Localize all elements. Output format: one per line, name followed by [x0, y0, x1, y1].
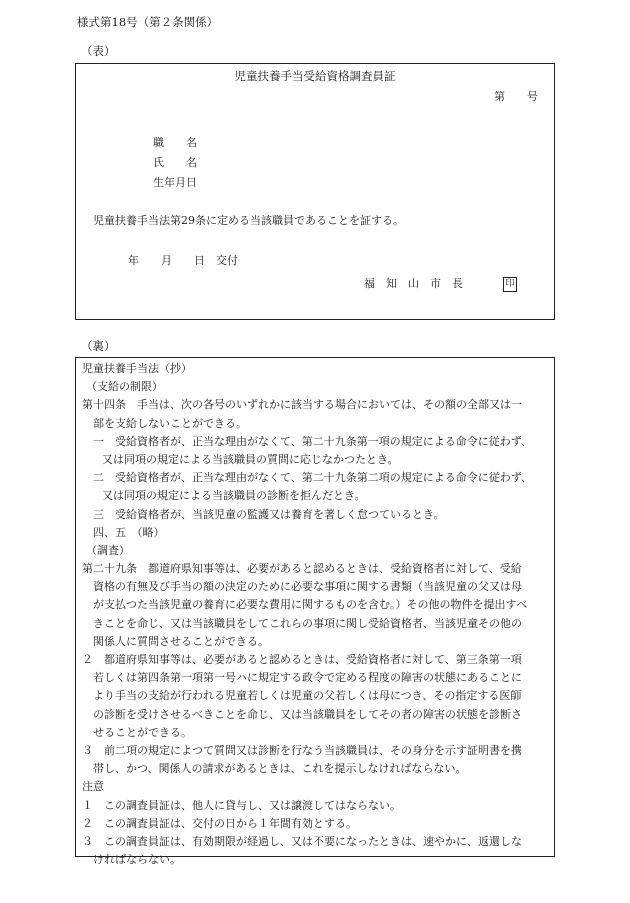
text-line: ２ 都道府県知事等は、必要があると認めるときは、受給資格者に対して、第三条第一項: [82, 653, 522, 666]
certification-statement: 児童扶養手当法第29条に定める当該職員であることを証する。: [93, 214, 404, 227]
field-name: 氏 名: [153, 156, 197, 169]
text-line: 帯し、かつ、関係人の請求があるときは、これを提示しなければならない。: [93, 762, 467, 776]
text-line: 三 受給資格者が、当該児童の監護又は養育を著しく怠つているとき。: [93, 507, 445, 521]
text-line: ２ この調査員証は、交付の日から１年間有効とする。: [82, 816, 357, 830]
form-number: 様式第18号（第２条関係）: [77, 15, 219, 29]
field-birth-date: 生年月日: [153, 176, 197, 189]
front-section-label: （表）: [81, 44, 116, 58]
certificate-front: [75, 63, 555, 320]
issue-date-line: 年 月 日 交付: [128, 254, 238, 267]
certificate-title: 児童扶養手当受給資格調査員証: [234, 69, 396, 83]
certificate-back: [75, 357, 555, 867]
text-line: 若しくは第四条第一項第一号ハに規定する政令で定める程度の障害の状態にあることに: [93, 671, 522, 685]
text-line: ３ この調査員証は、有効期限が経過し、又は不要になったときは、速やかに、返還しな: [82, 834, 522, 848]
certificate-number: 第 号: [494, 90, 538, 103]
text-line: 二 受給資格者が、正当な理由がなくて、第二十九条第二項の規定による命令に従わず、: [93, 471, 532, 485]
text-line: 第二十九条 都道府県知事等は、必要があると認めるときは、受給資格者に対して、受給: [82, 562, 522, 576]
text-line: 第十四条 手当は、次の各号のいずれかに該当する場合においては、その額の全部又は一: [82, 398, 522, 412]
text-line: 関係人に質問させることができる。: [93, 634, 269, 648]
text-line: 部を支給しないことができる。: [93, 416, 247, 430]
seal-mark: 印: [503, 277, 517, 292]
text-line: 又は同項の規定による当該職員の質問に応じなかつたとき。: [102, 452, 399, 466]
text-line: の診断を受けさせるべきことを命じ、又は当該職員をしてその者の障害の状態を診断さ: [93, 707, 522, 721]
text-line: が支払つた当該児童の養育に必要な費用に関するものを含む。）その他の物件を提出すべ: [93, 598, 528, 612]
back-section-label: （裏）: [81, 339, 116, 353]
text-line: 資格の有無及び手当の額の決定のために必要な事項に関する書類（当該児童の父又は母: [93, 580, 522, 594]
text-line: せることができる。: [93, 725, 192, 739]
text-line: 四、五 （略）: [93, 525, 165, 539]
text-line: 一 受給資格者が、正当な理由がなくて、第二十九条第一項の規定による命令に従わず、: [93, 434, 532, 448]
law-excerpt: [82, 360, 550, 869]
text-line: ければならない。: [93, 853, 181, 867]
text-line: １ この調査員証は、他人に貸与し、又は譲渡してはならない。: [82, 798, 401, 812]
text-line: 注意: [82, 780, 104, 794]
text-line: 又は同項の規定による当該職員の診断を拒んだとき。: [102, 489, 366, 503]
issuer-name: 福 知 山 市 長: [364, 277, 463, 290]
text-line: （調査）: [86, 543, 130, 557]
text-line: （支給の制限）: [86, 380, 163, 394]
field-job-title: 職 名: [153, 136, 197, 149]
text-line: ３ 前二項の規定によつて質問又は診断を行なう当該職員は、その身分を示す証明書を携: [82, 743, 522, 757]
issuer: [364, 275, 517, 293]
text-line: 児童扶養手当法（抄）: [82, 362, 192, 375]
text-line: より手当の支給が行われる児童若しくは児童の父若しくは母につき、その指定する医師: [93, 689, 522, 703]
text-line: きことを命じ、又は当該職員をしてこれらの事項に関し受給資格者、当該児童その他の: [93, 616, 522, 630]
